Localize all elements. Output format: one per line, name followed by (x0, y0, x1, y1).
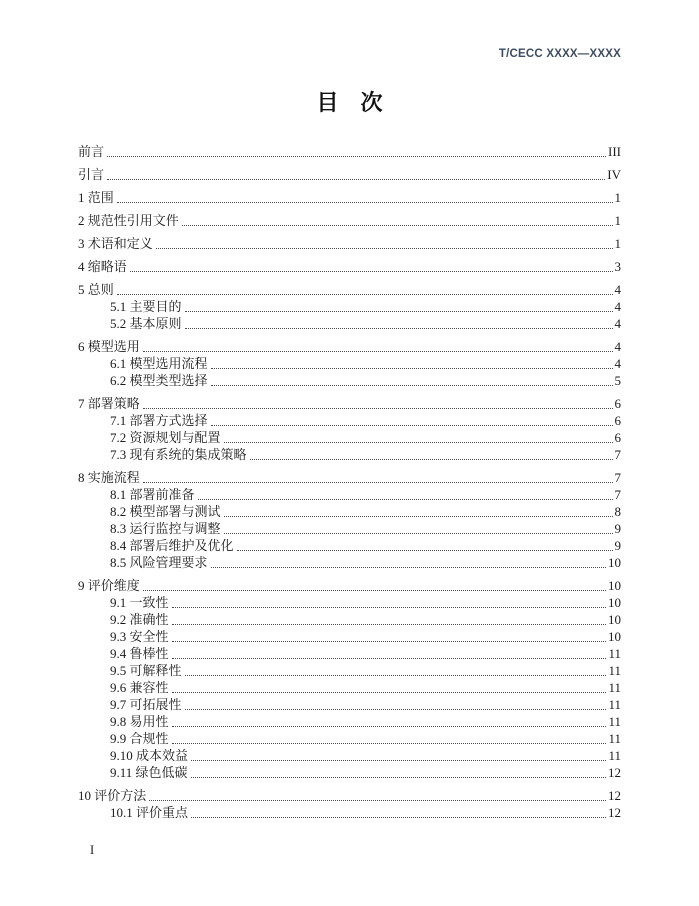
toc-leader-dots (107, 179, 605, 180)
toc-entry-page-number: 10 (608, 612, 621, 627)
toc-leader-dots (185, 311, 613, 312)
toc-entry-label: 9.4 鲁棒性 (110, 646, 169, 661)
toc-leader-dots (172, 624, 606, 625)
toc-leader-dots (224, 442, 613, 443)
toc-entry (78, 696, 621, 713)
toc-leader-dots (224, 533, 613, 534)
toc-leader-dots (130, 271, 613, 272)
toc-leader-dots (172, 658, 607, 659)
toc-leader-dots (185, 328, 613, 329)
toc-entry-page-number: 11 (608, 646, 621, 661)
toc-entry-page-number: 11 (608, 714, 621, 729)
toc-leader-dots (172, 743, 607, 744)
document-code: T/CECC XXXX—XXXX (498, 48, 621, 60)
toc-leader-dots (107, 156, 606, 157)
toc-entry (78, 645, 621, 662)
toc-entry-label: 8.4 部署后维护及优化 (110, 538, 234, 553)
toc-entry-label: 5.2 基本原则 (110, 316, 182, 331)
toc-entry-page-number: IV (607, 167, 621, 182)
toc-entry-label: 8.1 部署前准备 (110, 487, 195, 502)
toc-entry-label: 9.7 可拓展性 (110, 697, 182, 712)
toc-entry-label: 引言 (78, 167, 105, 182)
toc-entry-page-number: 4 (614, 356, 621, 371)
toc-entry-page-number: 11 (608, 748, 621, 763)
toc-list (78, 143, 621, 821)
toc-leader-dots (117, 202, 613, 203)
toc-entry (78, 594, 621, 611)
toc-leader-dots (182, 225, 613, 226)
toc-entry-page-number: 10 (608, 595, 621, 610)
toc-entry-label: 10.1 评价重点 (110, 805, 189, 820)
toc-entry (78, 446, 621, 463)
toc-entry (78, 298, 621, 315)
toc-entry (78, 679, 621, 696)
toc-entry-label: 7.2 资源规划与配置 (110, 430, 221, 445)
toc-entry-label: 9.3 安全性 (110, 629, 169, 644)
toc-entry-label: 9.6 兼容性 (110, 680, 169, 695)
toc-leader-dots (172, 726, 607, 727)
toc-entry-label: 1 范围 (78, 190, 114, 205)
toc-entry-page-number: 4 (614, 282, 621, 297)
toc-entry (78, 429, 621, 446)
toc-entry (78, 611, 621, 628)
toc-entry-page-number: 10 (608, 555, 621, 570)
toc-entry-label: 9.8 易用性 (110, 714, 169, 729)
toc-entry (78, 372, 621, 389)
toc-entry-page-number: 12 (608, 805, 621, 820)
toc-entry (78, 747, 621, 764)
toc-entry-page-number: 7 (614, 470, 621, 485)
toc-entry (78, 412, 621, 429)
toc-entry-page-number: 6 (614, 396, 621, 411)
toc-leader-dots (172, 607, 606, 608)
toc-entry-page-number: 6 (614, 430, 621, 445)
toc-entry-label: 7 部署策略 (78, 396, 140, 411)
toc-leader-dots (211, 385, 613, 386)
toc-entry-page-number: 4 (614, 316, 621, 331)
toc-leader-dots (143, 351, 613, 352)
toc-entry-label: 9.2 准确性 (110, 612, 169, 627)
toc-entry-page-number: 1 (614, 213, 621, 228)
toc-entry (78, 281, 621, 298)
toc-leader-dots (211, 368, 613, 369)
toc-entry-page-number: 10 (608, 578, 621, 593)
toc-entry (78, 166, 621, 183)
toc-entry-page-number: 8 (614, 504, 621, 519)
toc-entry-label: 7.1 部署方式选择 (110, 413, 208, 428)
toc-entry (78, 628, 621, 645)
toc-entry-label: 9.11 绿色低碳 (110, 765, 188, 780)
toc-entry-page-number: 4 (614, 339, 621, 354)
toc-leader-dots (211, 425, 613, 426)
toc-entry-page-number: 1 (614, 236, 621, 251)
toc-entry (78, 804, 621, 821)
toc-leader-dots (191, 777, 606, 778)
toc-entry (78, 189, 621, 206)
toc-entry-page-number: 5 (614, 373, 621, 388)
toc-entry-label: 9.1 一致性 (110, 595, 169, 610)
toc-entry (78, 730, 621, 747)
toc-entry (78, 764, 621, 781)
toc-entry-page-number: 11 (608, 697, 621, 712)
toc-leader-dots (191, 817, 606, 818)
toc-leader-dots (172, 692, 607, 693)
toc-entry-label: 6.1 模型选用流程 (110, 356, 208, 371)
toc-leader-dots (224, 516, 613, 517)
toc-leader-dots (143, 408, 613, 409)
toc-entry-page-number: 1 (614, 190, 621, 205)
toc-entry-page-number: 10 (608, 629, 621, 644)
toc-entry (78, 395, 621, 412)
toc-entry-label: 8.5 风险管理要求 (110, 555, 208, 570)
toc-entry (78, 212, 621, 229)
toc-entry (78, 554, 621, 571)
toc-entry-label: 9 评价维度 (78, 578, 140, 593)
toc-entry-page-number: 9 (614, 538, 621, 553)
toc-entry (78, 143, 621, 160)
toc-leader-dots (172, 641, 606, 642)
toc-entry-page-number: 11 (608, 731, 621, 746)
toc-leader-dots (143, 482, 613, 483)
toc-entry-page-number: 6 (614, 413, 621, 428)
toc-entry-label: 8.3 运行监控与调整 (110, 521, 221, 536)
toc-entry-page-number: 11 (608, 680, 621, 695)
toc-entry (78, 662, 621, 679)
toc-entry-page-number: 11 (608, 663, 621, 678)
toc-entry-label: 8.2 模型部署与测试 (110, 504, 221, 519)
toc-entry-label: 9.9 合规性 (110, 731, 169, 746)
toc-entry-label: 5 总则 (78, 282, 114, 297)
toc-entry (78, 577, 621, 594)
toc-leader-dots (191, 760, 606, 761)
toc-entry-label: 前言 (78, 144, 105, 159)
toc-leader-dots (117, 294, 613, 295)
toc-entry (78, 503, 621, 520)
footer-page-number: I (90, 843, 95, 857)
toc-leader-dots (250, 459, 613, 460)
toc-entry (78, 235, 621, 252)
toc-entry-page-number: 12 (608, 788, 621, 803)
toc-entry-label: 5.1 主要目的 (110, 299, 182, 314)
toc-entry (78, 787, 621, 804)
toc-entry (78, 520, 621, 537)
toc-entry-page-number: 7 (614, 487, 621, 502)
toc-entry-label: 4 缩略语 (78, 259, 127, 274)
toc-entry-label: 6.2 模型类型选择 (110, 373, 208, 388)
toc-entry-label: 6 模型选用 (78, 339, 140, 354)
toc-entry-page-number: 9 (614, 521, 621, 536)
toc-entry-label: 3 术语和定义 (78, 236, 153, 251)
toc-entry-label: 2 规范性引用文件 (78, 213, 179, 228)
toc-entry-label: 7.3 现有系统的集成策略 (110, 447, 247, 462)
toc-leader-dots (156, 248, 613, 249)
toc-entry-page-number: 3 (614, 259, 621, 274)
toc-entry-page-number: 7 (614, 447, 621, 462)
toc-entry (78, 713, 621, 730)
toc-entry (78, 258, 621, 275)
toc-leader-dots (198, 499, 613, 500)
toc-leader-dots (185, 709, 607, 710)
toc-entry-label: 9.10 成本效益 (110, 748, 189, 763)
toc-entry (78, 537, 621, 554)
toc-entry (78, 338, 621, 355)
toc-leader-dots (211, 567, 606, 568)
toc-entry-label: 9.5 可解释性 (110, 663, 182, 678)
toc-leader-dots (143, 590, 606, 591)
toc-leader-dots (185, 675, 607, 676)
toc-entry-label: 10 评价方法 (78, 788, 147, 803)
toc-entry-page-number: 12 (608, 765, 621, 780)
toc-entry-label: 8 实施流程 (78, 470, 140, 485)
toc-entry (78, 486, 621, 503)
toc-entry-page-number: III (608, 144, 621, 159)
toc-entry (78, 469, 621, 486)
toc-leader-dots (149, 800, 606, 801)
page-title: 目 次 (316, 90, 383, 115)
toc-leader-dots (237, 550, 613, 551)
toc-entry (78, 315, 621, 332)
toc-entry (78, 355, 621, 372)
toc-entry-page-number: 4 (614, 299, 621, 314)
